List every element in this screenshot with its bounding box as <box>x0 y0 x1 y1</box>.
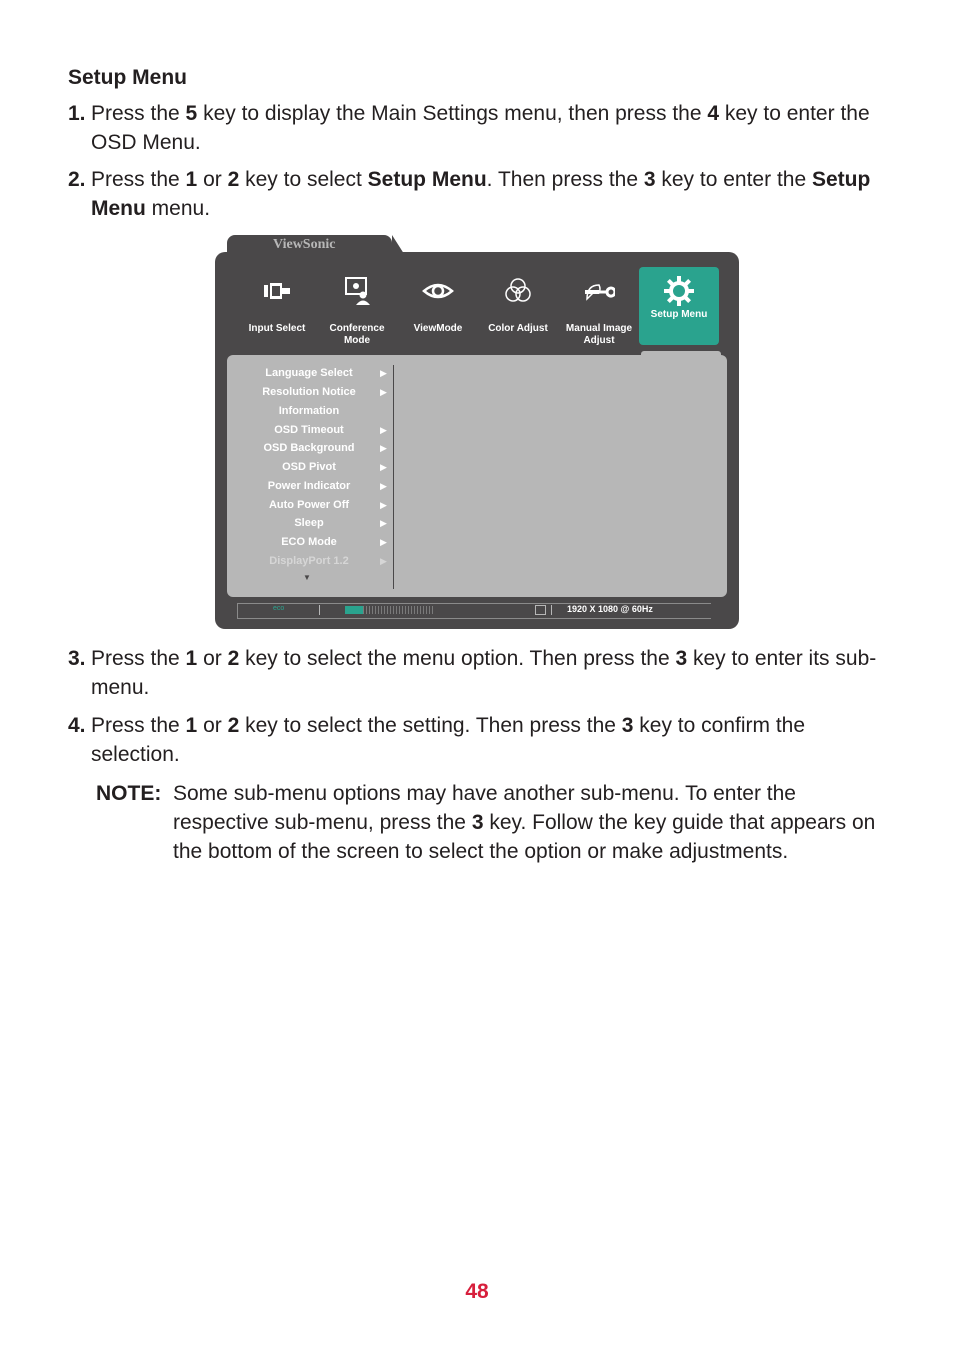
submenu-arrow-icon: ▶ <box>380 425 387 435</box>
submenu-arrow-icon: ▶ <box>380 518 387 528</box>
step-number: 1. <box>68 102 86 125</box>
menu-item-osd-background[interactable]: OSD Background <box>263 442 355 454</box>
menu-item-auto-power-off[interactable]: Auto Power Off <box>268 499 350 511</box>
submenu-arrow-icon: ▶ <box>380 368 387 378</box>
tab-manual-image-adjust[interactable] <box>559 267 639 345</box>
color-circles-icon <box>502 275 534 307</box>
submenu-arrow-icon: ▶ <box>380 500 387 510</box>
step-text: Press the 1 or 2 key to select the menu option. Then press the 3 key to enter its sub-menu. <box>91 647 877 699</box>
menu-item-resolution-notice[interactable]: Resolution Notice <box>262 386 356 398</box>
submenu-arrow-icon: ▶ <box>380 537 387 547</box>
connection-icon <box>535 605 546 615</box>
eco-level-bar <box>345 606 435 614</box>
step-2 <box>68 165 888 223</box>
menu-item-osd-pivot[interactable]: OSD Pivot <box>282 461 336 473</box>
page-number: 48 <box>465 1280 489 1303</box>
step-number: 4. <box>68 714 86 737</box>
step-text: Press the 1 or 2 key to select the setting. Then press the 3 key to confirm the selection. <box>91 714 806 766</box>
menu-item-language-select[interactable]: Language Select <box>265 367 353 379</box>
section-title: Setup Menu <box>68 66 187 89</box>
tab-viewmode[interactable] <box>398 267 478 345</box>
submenu-arrow-icon: ▶ <box>380 481 387 491</box>
resolution-readout: 1920 X 1080 @ 60Hz <box>567 604 653 614</box>
step-number: 2. <box>68 168 86 191</box>
step-1 <box>68 99 888 157</box>
step-3 <box>68 644 888 702</box>
tab-color-adjust[interactable] <box>478 267 558 345</box>
tab-label: Setup Menu <box>650 309 708 320</box>
osd-menu-panel <box>227 355 727 597</box>
eye-icon <box>422 275 454 307</box>
conference-mode-icon <box>341 275 373 307</box>
menu-item-eco-mode[interactable]: ECO Mode <box>281 536 337 548</box>
submenu-arrow-icon: ▶ <box>380 556 387 566</box>
step-number: 3. <box>68 647 86 670</box>
tab-label: Manual Image Adjust <box>565 323 633 346</box>
note-block <box>96 779 896 866</box>
tab-input-select[interactable] <box>237 267 317 345</box>
menu-item-displayport[interactable]: DisplayPort 1.2 <box>269 555 349 567</box>
note-label: NOTE: <box>96 782 162 805</box>
tab-conference-mode[interactable] <box>317 267 397 345</box>
tab-setup-menu[interactable] <box>639 267 719 345</box>
tab-label: Input Select <box>248 323 306 334</box>
osd-menu-screenshot <box>215 235 739 629</box>
submenu-arrow-icon: ▶ <box>380 462 387 472</box>
tab-label: Color Adjust <box>488 323 548 334</box>
gear-icon <box>663 275 695 307</box>
menu-item-osd-timeout[interactable]: OSD Timeout <box>274 424 344 436</box>
tab-label: ViewMode <box>413 323 463 334</box>
submenu-arrow-icon: ▶ <box>380 443 387 453</box>
osd-status-bar <box>237 603 717 618</box>
input-select-icon <box>261 275 293 307</box>
tab-label: Conference Mode <box>329 323 385 346</box>
step-text: Press the 1 or 2 key to select Setup Menu. Then press the 3 key to enter the Setup Menu menu. <box>91 168 871 220</box>
menu-item-sleep[interactable]: Sleep <box>294 517 324 529</box>
menu-item-information[interactable]: Information <box>278 405 340 417</box>
eco-level-fill <box>345 606 363 614</box>
osd-brand-logo: ViewSonic <box>273 237 336 252</box>
step-text: Press the 5 key to display the Main Settings menu, then press the 4 key to enter the OSD Menu. <box>91 102 870 154</box>
eco-leaf-icon: eco <box>273 605 285 612</box>
note-text: Some sub-menu options may have another sub-menu. To enter the respective sub-menu, press the 3 key. Follow the key guide that appears on the bottom of the screen to select the option or make adjustments. <box>173 782 876 863</box>
scroll-down-icon[interactable]: ▼ <box>303 573 311 582</box>
menu-item-power-indicator[interactable]: Power Indicator <box>267 480 351 492</box>
wrench-icon <box>583 275 615 307</box>
step-4 <box>68 711 888 769</box>
submenu-arrow-icon: ▶ <box>380 387 387 397</box>
